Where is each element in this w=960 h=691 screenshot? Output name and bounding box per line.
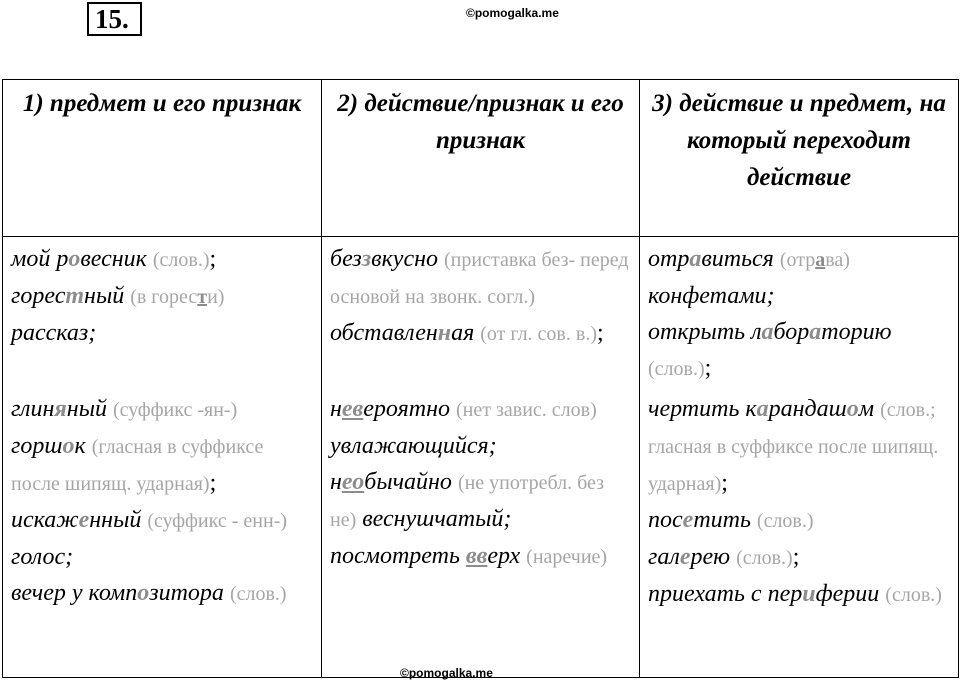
- list-item: рассказ;: [11, 319, 97, 346]
- highlight-letter: ев: [341, 395, 364, 422]
- answer-table: [2, 79, 959, 678]
- highlight-letter: н: [437, 319, 452, 346]
- list-item: глиняный (суффикс -ян-): [11, 395, 238, 422]
- list-item: искаженный (суффикс - енн-) голос;: [11, 506, 287, 570]
- list-item: невероятно (нет завис. слов) увлажающийся;: [330, 395, 597, 459]
- highlight-letter: а: [761, 318, 774, 345]
- list-item: посетить (слов.): [648, 506, 814, 533]
- list-item: горестный (в горести): [11, 282, 225, 309]
- list-item: необычайно (не употребл. без не) веснушчатый;: [330, 468, 605, 532]
- highlight-letter: а: [809, 318, 822, 345]
- note: (приставка без- перед основой на звонк. согл.): [330, 248, 629, 308]
- highlight-letter: е: [682, 506, 694, 533]
- highlight-letter: а: [756, 395, 769, 422]
- cell-col1-top: [3, 236, 322, 387]
- note: (слов.): [885, 583, 942, 606]
- note: (не употребл. без не): [330, 471, 605, 531]
- note: (слов.): [756, 509, 814, 532]
- note: (гласная в суффиксе после шипящ. ударная): [11, 435, 264, 495]
- note: (отрава): [779, 248, 850, 271]
- cell-col2-top: беззвкусно (приставка без- перед основой на звонк. согл.) обставленная (от гл. сов. в.);: [322, 236, 640, 387]
- list-item: вечер у композитора (слов.): [11, 579, 287, 606]
- cell-col2-bottom: [322, 387, 640, 678]
- note: (в горести): [130, 285, 225, 308]
- note: (от гл. сов. в.): [480, 322, 597, 345]
- list-item: отравиться (отрава) конфетами;: [648, 245, 850, 309]
- highlight-letter: о: [68, 245, 81, 272]
- list-item: горшок (гласная в суффиксе после шипящ. ударная);: [11, 432, 264, 496]
- note: (слов.): [648, 357, 705, 380]
- header-col-3: 3) действие и предмет, на который переходит действие: [640, 80, 959, 237]
- highlight-letter: ео: [341, 468, 365, 495]
- note: (слов.): [229, 582, 287, 605]
- list-item: мой ровесник (слов.);: [11, 245, 217, 272]
- cell-col3-bottom: [640, 387, 959, 678]
- note: (слов.; гласная в суффиксе после шипящ. ударная): [648, 398, 939, 495]
- note: (суффикс -ян-): [112, 398, 238, 421]
- highlight-letter: о: [62, 432, 75, 459]
- list-item: открыть лабораторию (слов.);: [648, 318, 892, 381]
- note: (наречие): [526, 545, 608, 568]
- note: (слов.): [736, 546, 793, 569]
- table-row: [3, 387, 959, 678]
- highlight-letter: з: [361, 245, 372, 272]
- highlight-letter: а: [689, 245, 702, 272]
- exercise-number: 15.: [87, 2, 142, 36]
- list-item: приехать с периферии (слов.): [648, 580, 942, 607]
- highlight-letter: о: [846, 395, 859, 422]
- highlight-letter: и: [802, 580, 816, 607]
- cell-col1-bottom: [3, 387, 322, 678]
- highlight-letter: т: [65, 282, 85, 309]
- highlight-letter: е: [78, 506, 90, 533]
- highlight-letter: е: [679, 543, 691, 570]
- list-item: посмотреть вверх (наречие): [330, 542, 608, 569]
- cell-col3-top: [640, 236, 959, 387]
- list-item: чертить карандашом (слов.; гласная в суффиксе после шипящ. ударная);: [648, 395, 939, 496]
- header-col-2: 2) действие/признак и его признак: [322, 80, 640, 237]
- highlight-letter: вв: [465, 542, 488, 569]
- note: (слов.): [152, 248, 210, 271]
- header-col-1: 1) предмет и его признак: [3, 80, 322, 237]
- watermark-top: ©pomogalka.me: [466, 6, 559, 20]
- note: (нет завис. слов): [456, 398, 597, 421]
- watermark-bottom: ©pomogalka.me: [400, 665, 493, 680]
- list-item: галерею (слов.);: [648, 543, 800, 570]
- highlight-letter: о: [137, 579, 150, 606]
- header-row: [3, 80, 959, 237]
- highlight-letter: я: [54, 395, 67, 422]
- table-row: [3, 236, 959, 387]
- note: (суффикс - енн-): [147, 509, 287, 532]
